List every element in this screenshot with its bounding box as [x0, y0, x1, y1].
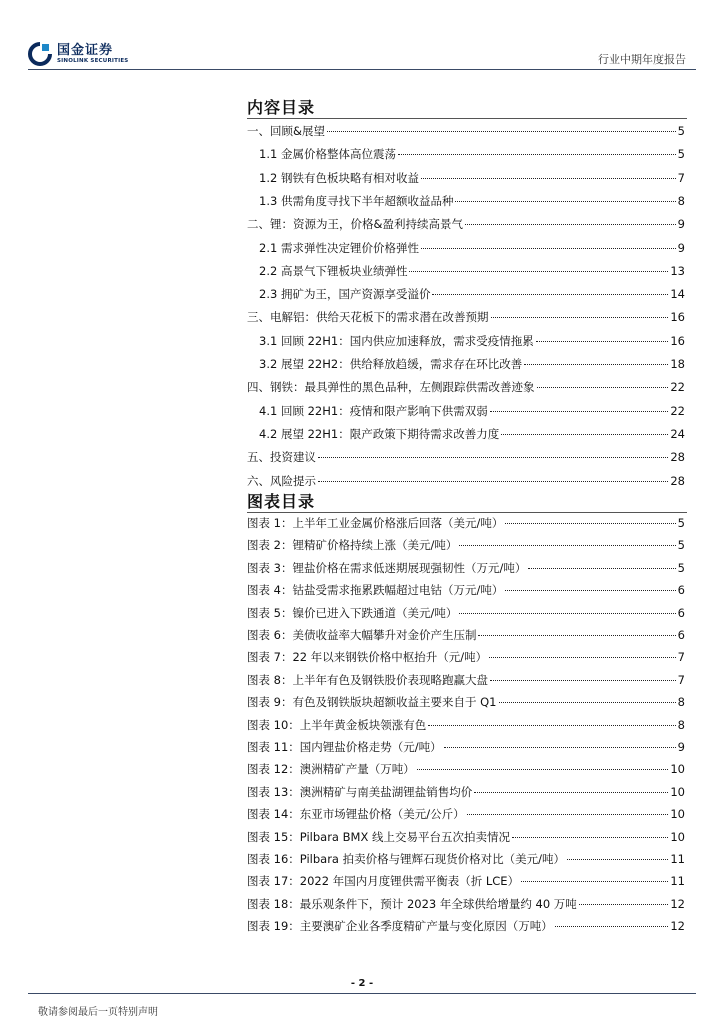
toc-entry[interactable] [247, 216, 685, 234]
figure-leader-dots [478, 635, 675, 636]
figure-leader-dots [489, 657, 676, 658]
toc-entry[interactable] [259, 426, 685, 444]
toc-leader-dots [465, 224, 676, 225]
figure-leader-dots [579, 904, 669, 905]
toc-entry[interactable] [259, 193, 685, 211]
figure-leader-dots [417, 769, 669, 770]
toc-entry-title: 四、钢铁：最具弹性的黑色品种，左侧跟踪供需改善迹象 [247, 380, 535, 395]
toc-title: 内容目录 [247, 98, 316, 117]
figure-leader-dots [567, 859, 668, 860]
toc-entry-page: 22 [670, 403, 685, 418]
toc-leader-dots [398, 154, 676, 155]
figure-entry-page: 10 [670, 762, 685, 777]
page-number: - 2 - [350, 978, 374, 989]
figure-entry-title: 图表 3：锂盐价格在需求低迷期展现强韧性（万元/吨） [247, 560, 527, 575]
figure-entry[interactable] [247, 627, 685, 645]
figure-leader-dots [428, 725, 675, 726]
figure-leader-dots [444, 747, 676, 748]
toc-entry-title: 三、电解铝：供给天花板下的需求潜在改善预期 [247, 310, 489, 325]
toc-entry-page: 22 [670, 380, 685, 395]
toc-leader-dots [501, 434, 668, 435]
figure-entry-title: 图表 18：最乐观条件下，预计 2023 年全球供给增量约 40 万吨 [247, 896, 577, 911]
figure-entry-title: 图表 11：国内锂盐价格走势（元/吨） [247, 740, 442, 754]
toc-entry-page: 16 [670, 310, 685, 325]
toc-entry[interactable] [259, 170, 685, 188]
toc-entry-page: 14 [670, 287, 685, 302]
figure-leader-dots [505, 523, 675, 524]
figure-entry-page: 10 [670, 784, 685, 799]
toc-leader-dots [537, 387, 669, 388]
toc-leader-dots [455, 201, 675, 202]
toc-entry-title: 4.2 展望 22H1：限产政策下期待需求改善力度 [259, 426, 500, 441]
figure-entry[interactable] [247, 896, 685, 914]
figure-entry-title: 图表 8：上半年有色及钢铁股价表现略跑赢大盘 [247, 672, 488, 687]
company-logo [28, 40, 138, 68]
figure-entry-title: 图表 17：2022 年国内月度锂供需平衡表（折 LCE） [247, 874, 520, 889]
figure-entry[interactable] [247, 806, 685, 824]
toc-entry-page: 5 [677, 147, 685, 162]
figure-leader-dots [474, 792, 668, 793]
toc-entry-page: 24 [670, 426, 685, 441]
figure-entry-page: 5 [677, 560, 685, 575]
toc-entry[interactable] [247, 473, 685, 491]
toc-leader-dots [318, 457, 668, 458]
report-type-label: 行业中期年度报告 [598, 53, 686, 66]
figure-entry[interactable] [247, 560, 685, 578]
figure-entry[interactable] [247, 739, 685, 757]
figure-entry-page: 9 [677, 740, 685, 754]
figure-entry[interactable] [247, 829, 685, 847]
figure-entry-title: 图表 16：Pilbara 拍卖价格与锂辉石现货价格对比（美元/吨） [247, 852, 566, 866]
figure-leader-dots [505, 590, 675, 591]
toc-leader-dots [524, 364, 668, 365]
toc-entry-page: 16 [670, 333, 685, 348]
figure-leader-dots [528, 568, 675, 569]
toc-leader-dots [432, 294, 668, 295]
figure-leader-dots [467, 814, 669, 815]
figure-leader-dots [459, 613, 675, 614]
figure-entry-page: 6 [677, 628, 685, 642]
page-header [0, 0, 724, 75]
figure-leader-dots [499, 702, 676, 703]
figure-entry[interactable] [247, 605, 685, 623]
figure-entry[interactable] [247, 649, 685, 667]
toc-entry-title: 六、风险提示 [247, 473, 316, 488]
figure-entry-title: 图表 6：美债收益率大幅攀升对金价产生压制 [247, 628, 477, 642]
toc-entry-page: 18 [670, 357, 685, 371]
figure-entry-page: 11 [670, 874, 685, 889]
figure-entry[interactable] [247, 717, 685, 735]
figure-entry-title: 图表 5：镍价已进入下跌通道（美元/吨） [247, 605, 458, 620]
figure-entry[interactable] [247, 873, 685, 891]
figure-entry-page: 10 [670, 807, 685, 822]
logo-english-name: SINOLINK SECURITIES [57, 57, 129, 64]
figure-entry-title: 图表 13：澳洲精矿与南美盐湖锂盐销售均价 [247, 784, 473, 799]
toc-entry-page: 13 [670, 263, 685, 278]
figure-leader-dots [512, 837, 668, 838]
toc-entry-title: 二、锂：资源为王，价格&盈利持续高景气 [247, 217, 463, 232]
footer-divider [28, 993, 696, 994]
figure-entry-page: 8 [677, 695, 685, 710]
toc-entry[interactable] [259, 356, 685, 374]
figure-entry-page: 6 [677, 605, 685, 620]
toc-entry-title: 2.2 高景气下锂板块业绩弹性 [259, 263, 408, 278]
figures-title: 图表目录 [247, 492, 316, 511]
toc-entry-page: 7 [677, 170, 685, 185]
figure-entry-page: 12 [670, 919, 685, 934]
toc-entry[interactable] [259, 263, 685, 281]
toc-entry[interactable] [259, 240, 685, 258]
toc-leader-dots [491, 317, 669, 318]
toc-entry-page: 9 [677, 217, 685, 232]
toc-entry-page: 9 [677, 240, 685, 255]
toc-entry-page: 28 [670, 473, 685, 488]
figure-entry-title: 图表 9：有色及钢铁版块超额收益主要来自于 Q1 [247, 695, 497, 710]
toc-leader-dots [536, 341, 669, 342]
toc-entry-title: 3.2 展望 22H2：供给释放趋缓，需求存在环比改善 [259, 357, 523, 371]
toc-leader-dots [421, 248, 676, 249]
figure-entry-title: 图表 12：澳洲精矿产量（万吨） [247, 762, 415, 777]
figure-entry-title: 图表 10：上半年黄金板块领涨有色 [247, 717, 427, 732]
figure-entry[interactable] [247, 784, 685, 802]
toc-entry-title: 一、回顾&展望 [247, 124, 325, 138]
logo-chinese-name: 国金证券 [57, 42, 114, 58]
figure-entry[interactable] [247, 694, 685, 712]
toc-entry[interactable] [259, 146, 685, 164]
figure-leader-dots [459, 545, 675, 546]
toc-entry-page: 5 [677, 124, 685, 138]
figure-entry[interactable] [247, 515, 685, 533]
toc-leader-dots [318, 481, 668, 482]
toc-entry[interactable] [247, 449, 685, 467]
toc-entry-title: 1.3 供需角度寻找下半年超额收益品种 [259, 193, 454, 208]
figure-entry-page: 7 [677, 650, 685, 665]
toc-entry-page: 8 [677, 193, 685, 208]
toc-entry-title: 2.3 拥矿为王，国产资源享受溢价 [259, 287, 431, 302]
toc-title-underline [247, 118, 687, 119]
figure-entry-title: 图表 2：锂精矿价格持续上涨（美元/吨） [247, 538, 458, 553]
header-divider [28, 69, 696, 70]
figure-entry[interactable] [247, 582, 685, 600]
figure-entry-title: 图表 7：22 年以来钢铁价格中枢抬升（元/吨） [247, 650, 488, 665]
figure-entry-title: 图表 1：上半年工业金属价格涨后回落（美元/吨） [247, 516, 504, 530]
toc-leader-dots [490, 411, 669, 412]
figure-entry-page: 5 [677, 516, 685, 530]
toc-entry-title: 1.1 金属价格整体高位震荡 [259, 147, 396, 162]
toc-entry-title: 1.2 钢铁有色板块略有相对收益 [259, 170, 419, 185]
figure-entry-page: 12 [670, 896, 685, 911]
figure-entry[interactable] [247, 851, 685, 869]
figure-entry[interactable] [247, 537, 685, 555]
figure-entry-page: 10 [670, 829, 685, 844]
figure-entry[interactable] [247, 761, 685, 779]
toc-entry[interactable] [259, 286, 685, 304]
figure-entry-page: 6 [677, 583, 685, 598]
toc-entry[interactable] [259, 333, 685, 351]
toc-leader-dots [421, 178, 676, 179]
figure-entry-title: 图表 4：钴盐受需求拖累跌幅超过电钴（万元/吨） [247, 583, 504, 598]
toc-entry[interactable] [259, 403, 685, 421]
figures-title-underline [247, 512, 687, 513]
figure-leader-dots [490, 680, 676, 681]
figure-entry-title: 图表 15：Pilbara BMX 线上交易平台五次拍卖情况 [247, 829, 510, 844]
toc-entry-title: 4.1 回顾 22H1：疫情和限产影响下供需双弱 [259, 403, 488, 418]
toc-entry[interactable] [247, 309, 685, 327]
figure-leader-dots [555, 926, 669, 927]
figure-entry-page: 5 [677, 538, 685, 553]
disclaimer-text: 敬请参阅最后一页特别声明 [38, 1007, 158, 1018]
figure-entry-page: 7 [677, 672, 685, 687]
toc-entry[interactable] [247, 123, 685, 141]
logo-mark-icon [28, 42, 52, 66]
figure-entry[interactable] [247, 672, 685, 690]
toc-entry-title: 五、投资建议 [247, 450, 316, 465]
toc-entry-title: 3.1 回顾 22H1：国内供应加速释放，需求受疫情拖累 [259, 333, 534, 348]
figure-entry-title: 图表 14：东亚市场锂盐价格（美元/公斤） [247, 807, 465, 822]
figure-entry-page: 8 [677, 717, 685, 732]
toc-entry[interactable] [247, 379, 685, 397]
toc-leader-dots [409, 271, 668, 272]
figure-entry-title: 图表 19：主要澳矿企业各季度精矿产量与变化原因（万吨） [247, 919, 553, 934]
figure-entry-page: 11 [670, 852, 685, 866]
toc-entry-page: 28 [670, 450, 685, 465]
toc-leader-dots [327, 131, 676, 132]
figure-entry[interactable] [247, 918, 685, 936]
toc-entry-title: 2.1 需求弹性决定锂价价格弹性 [259, 240, 419, 255]
figure-leader-dots [521, 881, 668, 882]
